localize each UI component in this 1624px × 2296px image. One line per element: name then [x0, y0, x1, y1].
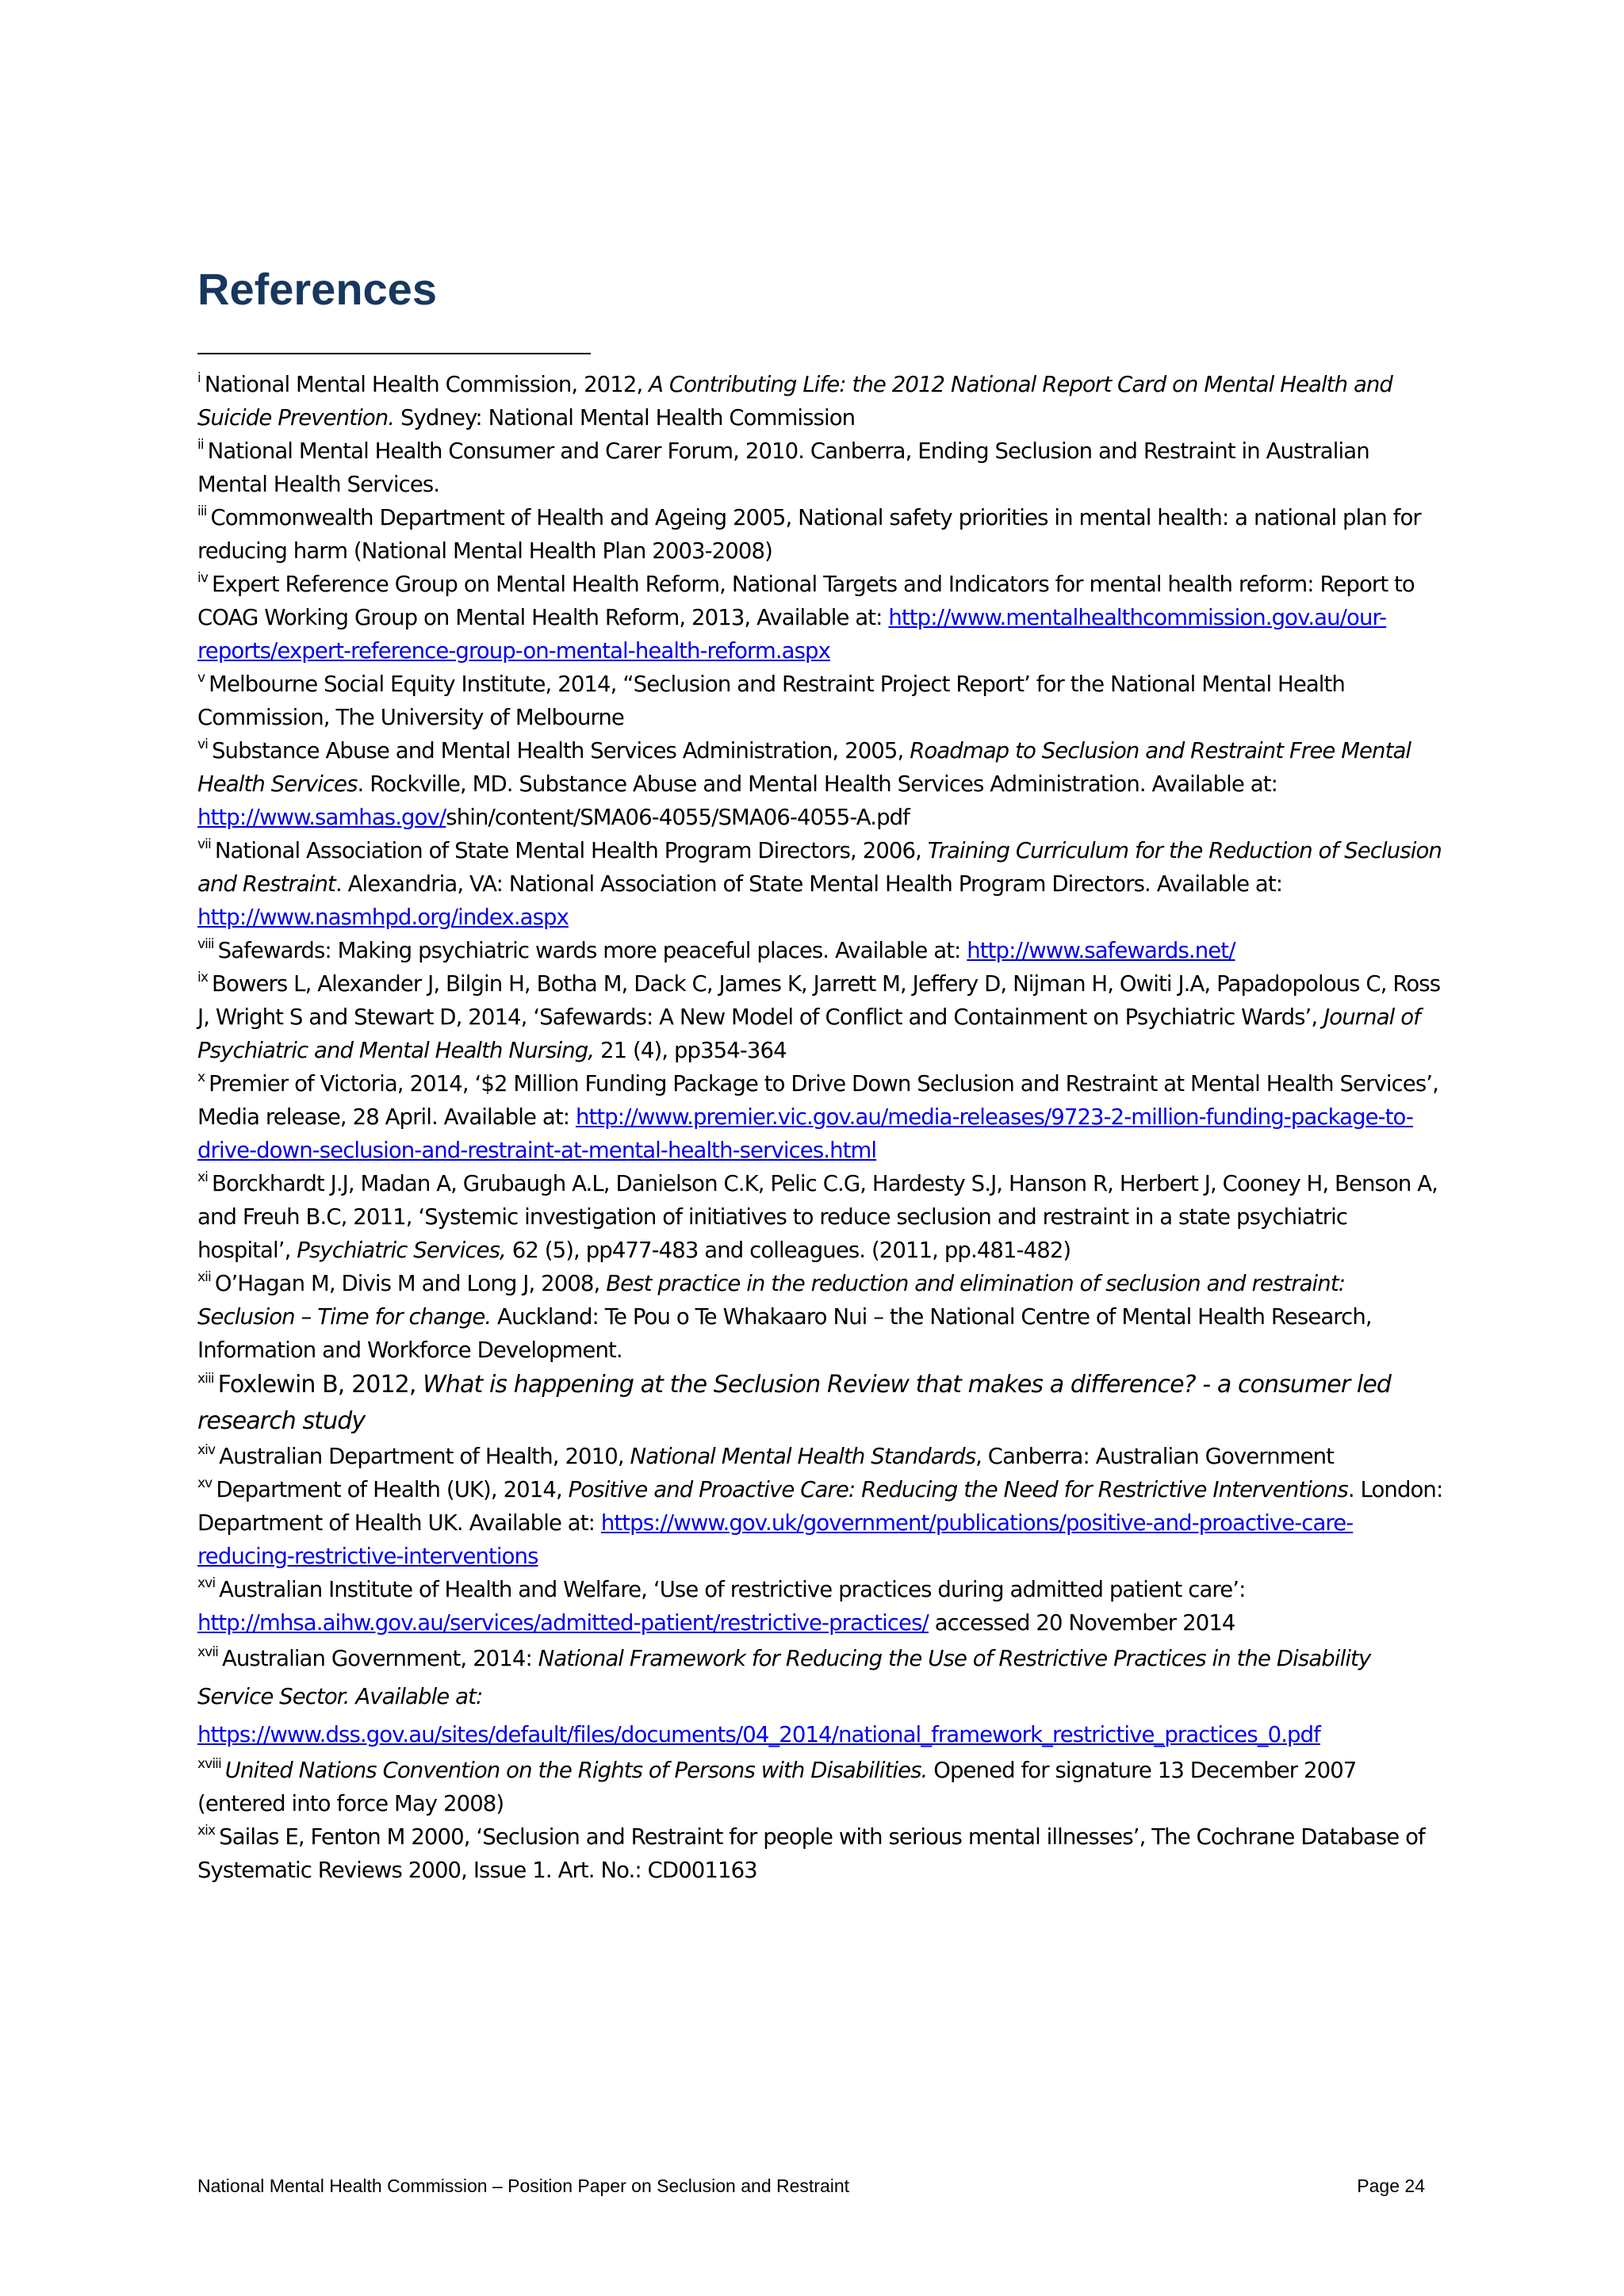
footnote-v — [197, 668, 1444, 734]
footnote-text: O’Hagan M, Divis M and Long J, 2008, — [214, 1271, 607, 1296]
footnote-vi — [197, 734, 1444, 834]
footnote-x — [197, 1067, 1444, 1167]
footnote-text: Sailas E, Fenton M 2000, ‘Seclusion and Restraint for people with serious mental illnesses’, The Cochrane Database of Systematic Reviews 2000, Issue 1. Art. No.: CD001163 — [197, 1824, 1425, 1883]
footnote-ii — [197, 434, 1444, 501]
footnote-xv — [197, 1473, 1444, 1573]
footnote-title: Psychiatric Services, — [297, 1238, 506, 1263]
footnote-title: Best practice in the reduction and elimination of seclusion and restraint: Seclusion – Time for change. — [197, 1271, 1346, 1330]
footnote-text: Expert Reference Group on Mental Health Reform, National Targets and Indicators for mental health reform: Report to COAG Working Group on Mental Health Reform, 2013, Available at: — [197, 572, 1415, 630]
footnote-marker: iii — [197, 503, 207, 519]
footnote-text: Bowers L, Alexander J, Bilgin H, Botha M, Dack C, James K, Jarrett M, Jeffery D, Nijman H, Owiti J.A, Papadopolous C, Ross J, Wright S and Stewart D, 2014, ‘Safewards: A New Model of Conflict and Containment on Psychiatric Wards’, — [197, 971, 1441, 1030]
footnote-marker: v — [197, 670, 205, 686]
footnote-link[interactable]: http://www.premier.vic.gov.au/media-releases/9723-2-million-funding-package-to-drive-down-seclusion-and-restraint-at-mental-health-services.html — [197, 1104, 1414, 1163]
footnote-title: What is happening at the Seclusion Review that makes a difference? - a consumer led research study — [197, 1371, 1392, 1435]
footnote-link[interactable]: http://www.nasmhpd.org/index.aspx — [197, 905, 569, 930]
footnote-text: Premier of Victoria, 2014, ‘$2 Million Funding Package to Drive Down Seclusion and Restraint at Mental Health Services’, Media release, 28 April. Available at: — [197, 1071, 1438, 1130]
footnote-link[interactable]: https://www.dss.gov.au/sites/default/files/documents/04_2014/national_framework_restrictive_practices_0.pdf — [197, 1722, 1320, 1747]
footnote-marker: vi — [197, 737, 208, 752]
footnote-text: Commonwealth Department of Health and Ageing 2005, National safety priorities in mental health: a national plan for reducing harm (National Mental Health Plan 2003-2008) — [197, 505, 1421, 564]
footnote-separator — [197, 353, 591, 354]
footnote-marker: xv — [197, 1475, 213, 1491]
footnote-marker: ii — [197, 437, 204, 453]
footnote-text: 21 (4), pp354-364 — [594, 1038, 787, 1063]
footnote-xiii — [197, 1367, 1444, 1440]
footnote-text: Substance Abuse and Mental Health Services Administration, 2005, — [211, 738, 910, 763]
footnote-link[interactable]: http://www.safewards.net/ — [967, 938, 1235, 963]
footnote-xvii — [197, 1640, 1444, 1754]
footnote-text: 62 (5), pp477-483 and colleagues. (2011, pp.481-482) — [505, 1238, 1071, 1263]
footnote-marker: xii — [197, 1269, 211, 1285]
footnote-text: Opened for signature 13 December 2007 (entered into force May 2008) — [197, 1758, 1357, 1816]
footnote-title: National Framework for Reducing the Use of Restrictive Practices in the Disability Service Sector. Available at: — [197, 1646, 1371, 1709]
footnote-title: Journal of Psychiatric and Mental Health Nursing, — [197, 1004, 1420, 1063]
footnote-text: Australian Institute of Health and Welfare, ‘Use of restrictive practices during admitted patient care’: — [219, 1577, 1246, 1602]
footnote-xix — [197, 1820, 1444, 1887]
footnote-xiv — [197, 1440, 1444, 1473]
footnote-marker: viii — [197, 936, 214, 952]
footnote-title: A Contributing Life: the 2012 National Report Card on Mental Health and Suicide Prevention. — [197, 372, 1392, 430]
footnote-text: Safewards: Making psychiatric wards more peaceful places. Available at: — [217, 938, 967, 963]
footnote-i — [197, 368, 1444, 434]
footnote-marker: i — [197, 370, 201, 386]
footnote-marker: xvii — [197, 1644, 218, 1660]
footnote-xvi — [197, 1573, 1444, 1640]
footnote-text: accessed 20 November 2014 — [928, 1610, 1235, 1636]
footnote-link[interactable]: http://www.samhas.gov/ — [197, 805, 446, 830]
footnote-marker: xiii — [197, 1371, 214, 1387]
footnote-title: National Mental Health Standards — [630, 1444, 976, 1469]
footnote-text: Auckland: Te Pou o Te Whakaaro Nui – the National Centre of Mental Health Research, Information and Workforce Development. — [197, 1304, 1372, 1363]
footnote-title: United Nations Convention on the Rights of Persons with Disabilities. — [224, 1758, 928, 1783]
footnotes-list — [197, 368, 1444, 1887]
footnote-text: , Canberra: Australian Government — [975, 1444, 1335, 1469]
footer-title: National Mental Health Commission – Position Paper on Seclusion and Restraint — [197, 2175, 850, 2196]
footnote-xi — [197, 1167, 1444, 1267]
footnote-marker: xvi — [197, 1575, 216, 1591]
footnote-vii — [197, 834, 1444, 934]
footnote-text: Foxlewin B, 2012, — [217, 1371, 423, 1399]
footnote-link[interactable]: http://mhsa.aihw.gov.au/services/admitted-patient/restrictive-practices/ — [197, 1610, 929, 1636]
footnote-xviii — [197, 1754, 1444, 1820]
footnote-link[interactable]: http://www.mentalhealthcommission.gov.au/our-reports/expert-reference-group-on-mental-health-reform.aspx — [197, 605, 1387, 664]
footnote-marker: xviii — [197, 1756, 221, 1772]
footnote-text: National Association of State Mental Health Program Directors, 2006, — [214, 838, 928, 863]
footnote-marker: xix — [197, 1823, 216, 1839]
footnote-iv — [197, 568, 1444, 668]
page-title: References — [197, 264, 437, 314]
footnote-text: Department of Health (UK), 2014, — [216, 1477, 569, 1502]
footnote-marker: iv — [197, 570, 208, 586]
footnote-title: Positive and Proactive Care: Reducing the Need for Restrictive Interventions — [568, 1477, 1348, 1502]
footnote-marker: x — [197, 1070, 205, 1085]
page-number: Page 24 — [1357, 2175, 1425, 2196]
footnote-marker: xi — [197, 1169, 208, 1185]
footnote-text: National Mental Health Consumer and Carer Forum, 2010. Canberra, Ending Seclusion and Restraint in Australian Mental Health Services. — [197, 438, 1369, 497]
footnote-marker: vii — [197, 836, 211, 852]
footnote-ix — [197, 967, 1444, 1067]
footnote-text: National Mental Health Commission, 2012, — [204, 372, 649, 397]
footnote-text: . Alexandria, VA: National Association of State Mental Health Program Directors. Available at: — [335, 871, 1283, 897]
footnote-text: . Rockville, MD. Substance Abuse and Mental Health Services Administration. Available at: — [357, 771, 1277, 797]
footnote-viii — [197, 934, 1444, 967]
footnote-marker: ix — [197, 970, 208, 985]
footnote-iii — [197, 501, 1444, 568]
footnote-text: Sydney: National Mental Health Commission — [394, 405, 856, 430]
footnote-link[interactable]: https://www.gov.uk/government/publications/positive-and-proactive-care-reducing-restrictive-interventions — [197, 1510, 1354, 1569]
footnote-text: shin/content/SMA06-4055/SMA06-4055-A.pdf — [446, 805, 910, 830]
footnote-text: Australian Government, 2014: — [221, 1646, 538, 1671]
footnote-title: Roadmap to Seclusion and Restraint Free Mental Health Services — [197, 738, 1411, 797]
footnote-text: Borckhardt J.J, Madan A, Grubaugh A.L, Danielson C.K, Pelic C.G, Hardesty S.J, Hanson R, Herbert J, Cooney H, Benson A, and Freuh B.C, 2011, ‘Systemic investigation of initiatives to reduce seclusion and restraint in a state psychiatric hospital’, — [197, 1171, 1438, 1263]
footnote-text: Melbourne Social Equity Institute, 2014, “Seclusion and Restraint Project Report’ for the National Mental Health Commission, The University of Melbourne — [197, 672, 1345, 730]
footnote-text: . London: Department of Health UK. Available at: — [197, 1477, 1443, 1536]
footnote-text: Australian Department of Health, 2010, — [219, 1444, 630, 1469]
footnote-xii — [197, 1267, 1444, 1367]
footnote-title: Training Curriculum for the Reduction of Seclusion and Restraint — [197, 838, 1442, 897]
footnote-marker: xiv — [197, 1442, 216, 1458]
